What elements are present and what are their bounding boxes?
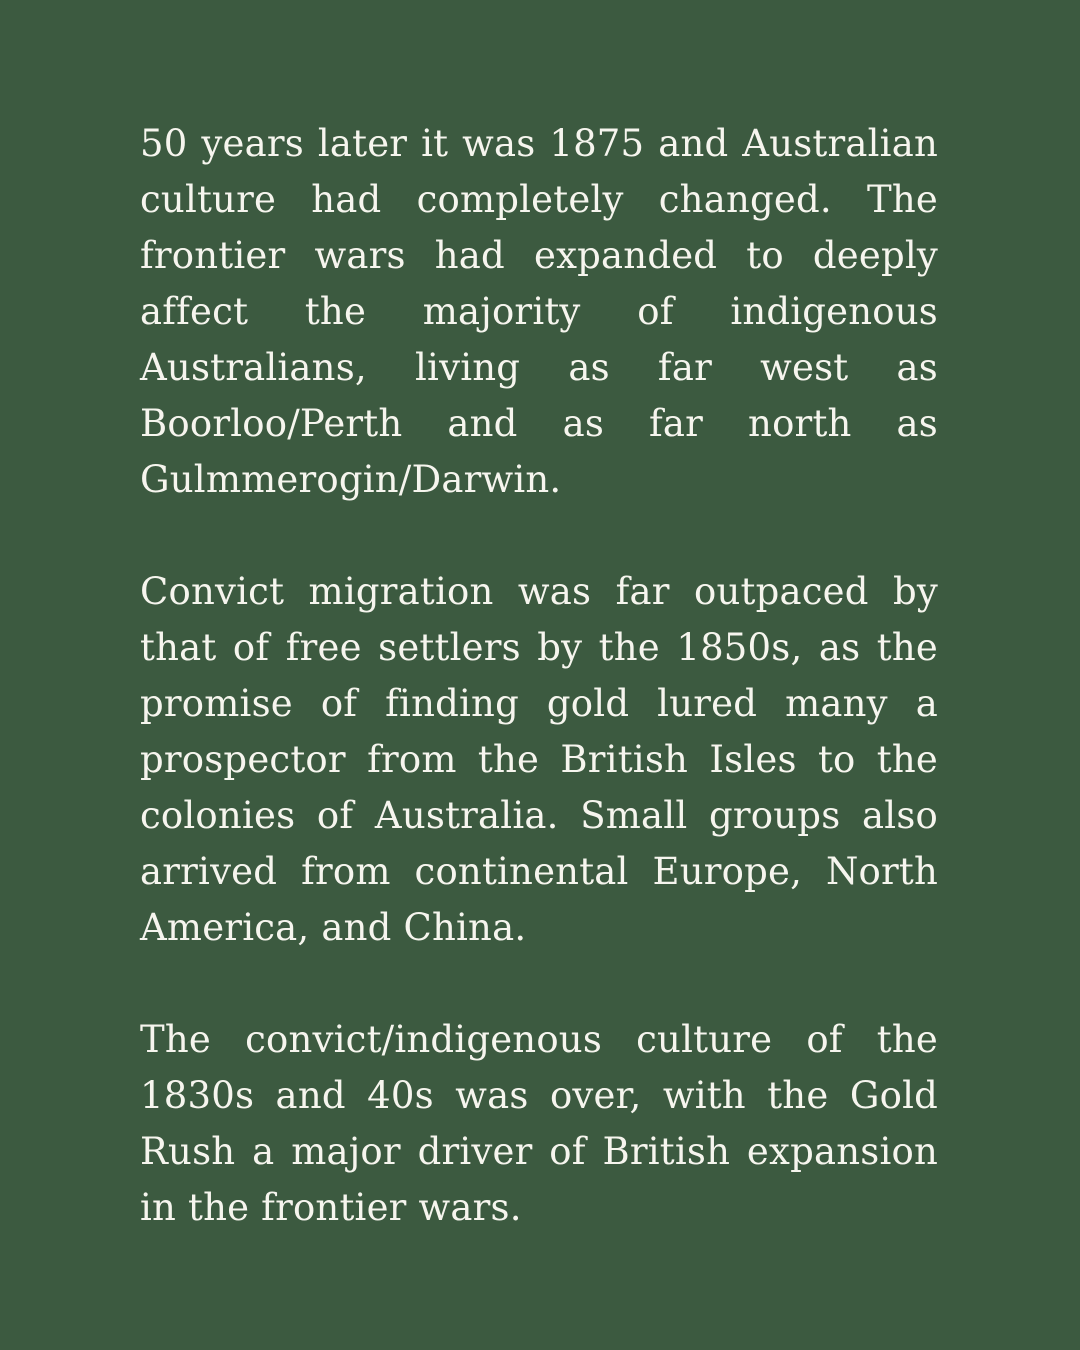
paragraph-1: 50 years later it was 1875 and Australian culture had completely changed. The frontier wars had expanded to deeply affect the majority of indigenous Australians, living as far west as Boorloo/Perth and as far north as Gulmmerogin/Darwin.	[140, 122, 938, 501]
paragraph-2: Convict migration was far outpaced by that of free settlers by the 1850s, as the promise of finding gold lured many a prospector from the British Isles to the colonies of Australia. Small groups also arrived from continental Europe, North America, and China.	[140, 570, 938, 949]
body-text	[140, 116, 938, 1236]
paragraph-3: The convict/indigenous culture of the 1830s and 40s was over, with the Gold Rush a major driver of British expansion in the frontier wars.	[140, 1018, 938, 1229]
